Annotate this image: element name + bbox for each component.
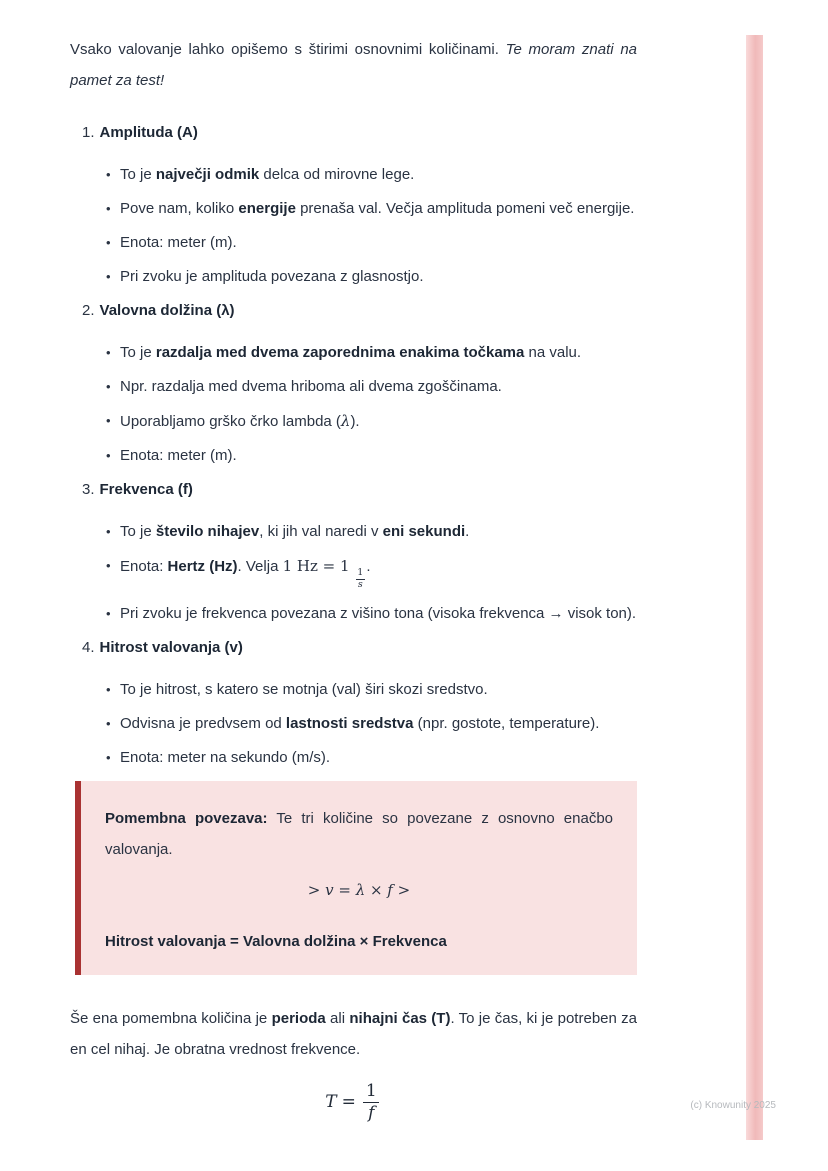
section-title: Hitrost valovanja (v): [99, 638, 243, 656]
bullet-item: • To je razdalja med dvema zaporednima enakima točkama na valu.: [120, 342, 637, 364]
inline-fraction: $\frac{1}{s}$: [357, 566, 364, 590]
wave-equation-words: Hitrost valovanja = Valovna dolžina × Frekvenca: [105, 932, 447, 950]
fraction-denominator: f: [363, 1102, 379, 1124]
bullet-list: [70, 679, 637, 769]
fraction: [361, 1081, 382, 1125]
section-heading: [70, 479, 637, 501]
period-symbol: T: [325, 1091, 337, 1112]
bullet-item: • To je hitrost, s katero se motnja (val) širi skozi sredstvo.: [120, 679, 637, 701]
bullet-item: • Odvisna je predvsem od lastnosti sredstva (npr. gostote, temperature).: [120, 713, 637, 735]
period-formula: [70, 1081, 637, 1125]
page-edge-stripe: [746, 35, 763, 1140]
section: [70, 479, 637, 625]
section-title: Frekvenca (f): [99, 481, 193, 498]
bullet-list: [70, 342, 637, 467]
section: [70, 300, 637, 467]
bullet-item: • Pove nam, koliko energije prenaša val. Večja amplituda pomeni več energije.: [120, 198, 637, 220]
document-content: [70, 34, 637, 1124]
bullet-list: [70, 164, 637, 288]
bullet-item: • Enota: meter (m).: [120, 232, 637, 254]
bullet-item: • Npr. razdalja med dvema hriboma ali dvema zgoščinama.: [120, 376, 637, 398]
quantities-list: [70, 122, 637, 769]
wave-equation-formula: > v = λ × f >: [307, 880, 411, 899]
bullet-item: • To je število nihajev, ki jih val naredi v eni sekundi.: [120, 521, 637, 543]
section-heading: [70, 637, 637, 659]
intro-paragraph: Vsako valovanje lahko opišemo s štirimi osnovnimi količinami. Te moram znati na pamet za test!: [70, 41, 638, 89]
bullet-item: • Enota: meter na sekundo (m/s).: [120, 747, 637, 769]
copyright: (c) Knowunity 2025: [690, 1100, 776, 1111]
bullet-item: • Enota: meter (m).: [120, 445, 637, 467]
section-number: 1.: [82, 124, 95, 141]
bullet-list: [70, 521, 637, 625]
section-number: 3.: [82, 481, 95, 498]
bullet-item: • Enota: Hertz (Hz). Velja 1 Hz = 1 $\frac{1}{s}$ .: [120, 555, 637, 591]
section-number: 2.: [82, 302, 95, 319]
bullet-item: • Pri zvoku je frekvenca povezana z višino tona (visoka frekvenca → visok ton).: [120, 603, 637, 625]
section-heading: [70, 122, 637, 144]
equals-sign: =: [341, 1091, 356, 1112]
section-title: Valovna dolžina (λ): [99, 302, 235, 319]
section-heading: [70, 300, 637, 322]
section: [70, 637, 637, 769]
section-number: 4.: [82, 638, 95, 656]
section: [70, 122, 637, 288]
callout-text: Pomembna povezava: Te tri količine so povezane z osnovno enačbo valovanja.: [105, 809, 614, 858]
bullet-item: • Pri zvoku je amplituda povezana z glasnostjo.: [120, 266, 637, 288]
callout-box: [75, 781, 637, 975]
fraction-numerator: 1: [365, 1080, 377, 1101]
period-paragraph: Še ena pomembna količina je perioda ali nihajni čas (T). To je čas, ki je potreben za en cel nihaj. Je obratna vrednost frekvence.: [70, 1009, 637, 1058]
bullet-item: • To je največji odmik delca od mirovne lege.: [120, 164, 637, 186]
section-title: Amplituda (A): [99, 124, 198, 141]
bullet-item: • Uporabljamo grško črko lambda (λ).: [120, 410, 637, 433]
